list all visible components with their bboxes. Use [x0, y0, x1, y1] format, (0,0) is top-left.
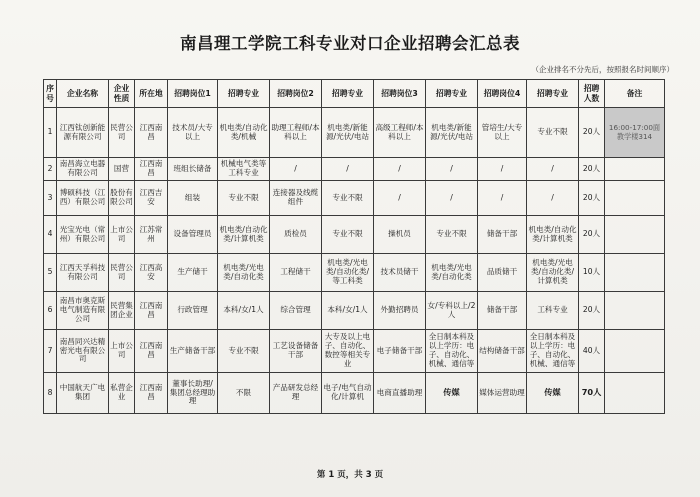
table-cell: 3 — [44, 181, 57, 216]
header-cell: 企业名称 — [57, 80, 109, 108]
table-row — [44, 254, 665, 292]
table-cell: 中国航天广电集团 — [57, 373, 109, 414]
table-cell: 机械电气类等工科专业 — [218, 158, 270, 181]
table-cell: 6 — [44, 292, 57, 330]
table-cell: 专业不限 — [218, 330, 270, 373]
table-cell: / — [270, 158, 322, 181]
header-cell: 招聘岗位2 — [270, 80, 322, 108]
table-cell: 媒体运营助理 — [478, 373, 527, 414]
table-cell: 2 — [44, 158, 57, 181]
header-cell: 招聘岗位4 — [478, 80, 527, 108]
header-cell: 所在地 — [135, 80, 168, 108]
ordering-note: （企业排名不分先后，按照报名时间顺序） — [531, 65, 674, 74]
table-cell: 高级工程师/本科以上 — [374, 108, 426, 158]
table-cell: 电商直播助理 — [374, 373, 426, 414]
table-cell: 上市公司 — [109, 330, 135, 373]
table-cell: 储备干部 — [478, 292, 527, 330]
table-cell: 技术员储干 — [374, 254, 426, 292]
table-cell: 南昌市奥克斯电气制造有限公司 — [57, 292, 109, 330]
table-cell: 行政管理 — [168, 292, 218, 330]
table-cell: 光宝光电（常州）有限公司 — [57, 216, 109, 254]
table-cell: 助理工程师/本科以上 — [270, 108, 322, 158]
header-cell: 招聘专业 — [527, 80, 579, 108]
table-cell: 管培生/大专以上 — [478, 108, 527, 158]
table-cell: 全日制本科及以上学历：电子、自动化、机械、通信等 — [527, 330, 579, 373]
header-cell: 备注 — [605, 80, 665, 108]
table-cell: 江苏常州 — [135, 216, 168, 254]
table-cell: 20人 — [579, 158, 605, 181]
table-cell: 江西南昌 — [135, 292, 168, 330]
table-cell: 专业不限 — [218, 181, 270, 216]
remark-cell — [605, 373, 665, 414]
table-cell: 国营 — [109, 158, 135, 181]
table-cell: 8 — [44, 373, 57, 414]
table-cell: 工艺设备储备干部 — [270, 330, 322, 373]
table-cell: 南昌同兴达精密光电有限公司 — [57, 330, 109, 373]
table-cell: 民营公司 — [109, 254, 135, 292]
remark-cell — [605, 292, 665, 330]
table-cell: 机电类/自动化类/机械 — [218, 108, 270, 158]
page-title: 南昌理工学院工科专业对口企业招聘会汇总表 — [180, 34, 520, 53]
table-cell: / — [426, 181, 478, 216]
table-cell: 4 — [44, 216, 57, 254]
table-cell: 专业不限 — [426, 216, 478, 254]
table-cell: 不限 — [218, 373, 270, 414]
table-cell: 机电类/自动化类/计算机类 — [218, 216, 270, 254]
table-cell: 组装 — [168, 181, 218, 216]
table-cell: 南昌海立电器有限公司 — [57, 158, 109, 181]
table-cell: 全日制本科及以上学历：电子、自动化、机械、通信等 — [426, 330, 478, 373]
table-cell: 本科/女/1人 — [218, 292, 270, 330]
table-cell: 民营集团企业 — [109, 292, 135, 330]
table-cell: / — [527, 181, 579, 216]
table-cell: 本科/女/1人 — [322, 292, 374, 330]
table-cell: 20人 — [579, 292, 605, 330]
table-cell: 专业不限 — [527, 108, 579, 158]
table-cell: 江西钛创新能源有限公司 — [57, 108, 109, 158]
table-cell: 7 — [44, 330, 57, 373]
table-cell: 电子/电气自动化/计算机 — [322, 373, 374, 414]
table-cell: 江西高安 — [135, 254, 168, 292]
table-cell: / — [478, 158, 527, 181]
header-cell: 招聘专业 — [322, 80, 374, 108]
table-cell: 江西南昌 — [135, 108, 168, 158]
table-cell: 连接器及线缆组件 — [270, 181, 322, 216]
header-row — [44, 80, 665, 108]
table-cell: / — [374, 181, 426, 216]
header-cell: 序号 — [44, 80, 57, 108]
table-cell: 工程储干 — [270, 254, 322, 292]
table-cell: / — [527, 158, 579, 181]
table-cell: 储备干部 — [478, 216, 527, 254]
table-cell: 传媒 — [527, 373, 579, 414]
table-cell: 江西南昌 — [135, 373, 168, 414]
remark-cell — [605, 216, 665, 254]
table-row — [44, 330, 665, 373]
table-cell: 江西天孚科技有限公司 — [57, 254, 109, 292]
table-cell: 江西南昌 — [135, 330, 168, 373]
table-cell: 机电类/新能源/光伏/电站 — [426, 108, 478, 158]
table-cell: 质检员 — [270, 216, 322, 254]
table-cell: 生产储备干部 — [168, 330, 218, 373]
table-cell: 工科专业 — [527, 292, 579, 330]
remark-cell: 16:00-17:00面教学楼314 — [605, 108, 665, 158]
remark-cell — [605, 181, 665, 216]
remark-cell — [605, 254, 665, 292]
table-cell: 大专及以上电子、自动化、数控等相关专业 — [322, 330, 374, 373]
table-cell: 电子储备干部 — [374, 330, 426, 373]
table-cell: 结构储备干部 — [478, 330, 527, 373]
table-row — [44, 373, 665, 414]
table-cell: 品质储干 — [478, 254, 527, 292]
table-cell: / — [426, 158, 478, 181]
table-cell: 20人 — [579, 216, 605, 254]
page-number: 第 1 页，共 3 页 — [316, 470, 384, 480]
table-cell: 传媒 — [426, 373, 478, 414]
table-row — [44, 292, 665, 330]
table-cell: 机电类/光电类/自动化类 — [426, 254, 478, 292]
table-cell: / — [322, 158, 374, 181]
table-cell: 40人 — [579, 330, 605, 373]
recruitment-table — [43, 79, 665, 414]
table-cell: 股份有限公司 — [109, 181, 135, 216]
table-cell: 20人 — [579, 181, 605, 216]
table-cell: 博硕科技（江西）有限公司 — [57, 181, 109, 216]
header-cell: 招聘人数 — [579, 80, 605, 108]
header-cell: 招聘岗位1 — [168, 80, 218, 108]
table-cell: 机电类/自动化类/计算机类 — [527, 216, 579, 254]
table-cell: 70人 — [579, 373, 605, 414]
table-cell: 机电类/光电类/自动化类 — [218, 254, 270, 292]
table-row — [44, 158, 665, 181]
header-cell: 招聘专业 — [426, 80, 478, 108]
table-cell: 董事长助理/集团总经理助理 — [168, 373, 218, 414]
table-cell: 机电类/新能源/光伏/电站 — [322, 108, 374, 158]
table-cell: 外勤招聘员 — [374, 292, 426, 330]
table-cell: 专业不限 — [322, 181, 374, 216]
table-cell: 私营企业 — [109, 373, 135, 414]
table-row — [44, 216, 665, 254]
header-cell: 招聘专业 — [218, 80, 270, 108]
table-cell: 产品研发总经理 — [270, 373, 322, 414]
table-cell: 操机员 — [374, 216, 426, 254]
table-cell: 设备管理员 — [168, 216, 218, 254]
table-cell: 江西吉安 — [135, 181, 168, 216]
table-row — [44, 181, 665, 216]
header-cell: 招聘岗位3 — [374, 80, 426, 108]
table-cell: 江西南昌 — [135, 158, 168, 181]
remark-cell — [605, 330, 665, 373]
table-cell: 班组长储备 — [168, 158, 218, 181]
header-cell: 企业性质 — [109, 80, 135, 108]
table-cell: 机电类/光电类/自动化类/等工科类 — [322, 254, 374, 292]
table-cell: 5 — [44, 254, 57, 292]
table-cell: 民营公司 — [109, 108, 135, 158]
table-cell: 专业不限 — [322, 216, 374, 254]
table-cell: 综合管理 — [270, 292, 322, 330]
table-cell: / — [374, 158, 426, 181]
table-cell: 机电类/光电类/自动化类/计算机类 — [527, 254, 579, 292]
table-cell: 1 — [44, 108, 57, 158]
table-cell: 生产储干 — [168, 254, 218, 292]
table-cell: 10人 — [579, 254, 605, 292]
table-cell: 女/专科以上/2人 — [426, 292, 478, 330]
remark-cell — [605, 158, 665, 181]
table-cell: / — [478, 181, 527, 216]
table-cell: 技术员/大专以上 — [168, 108, 218, 158]
table-row — [44, 108, 665, 158]
table-cell: 上市公司 — [109, 216, 135, 254]
table-cell: 20人 — [579, 108, 605, 158]
